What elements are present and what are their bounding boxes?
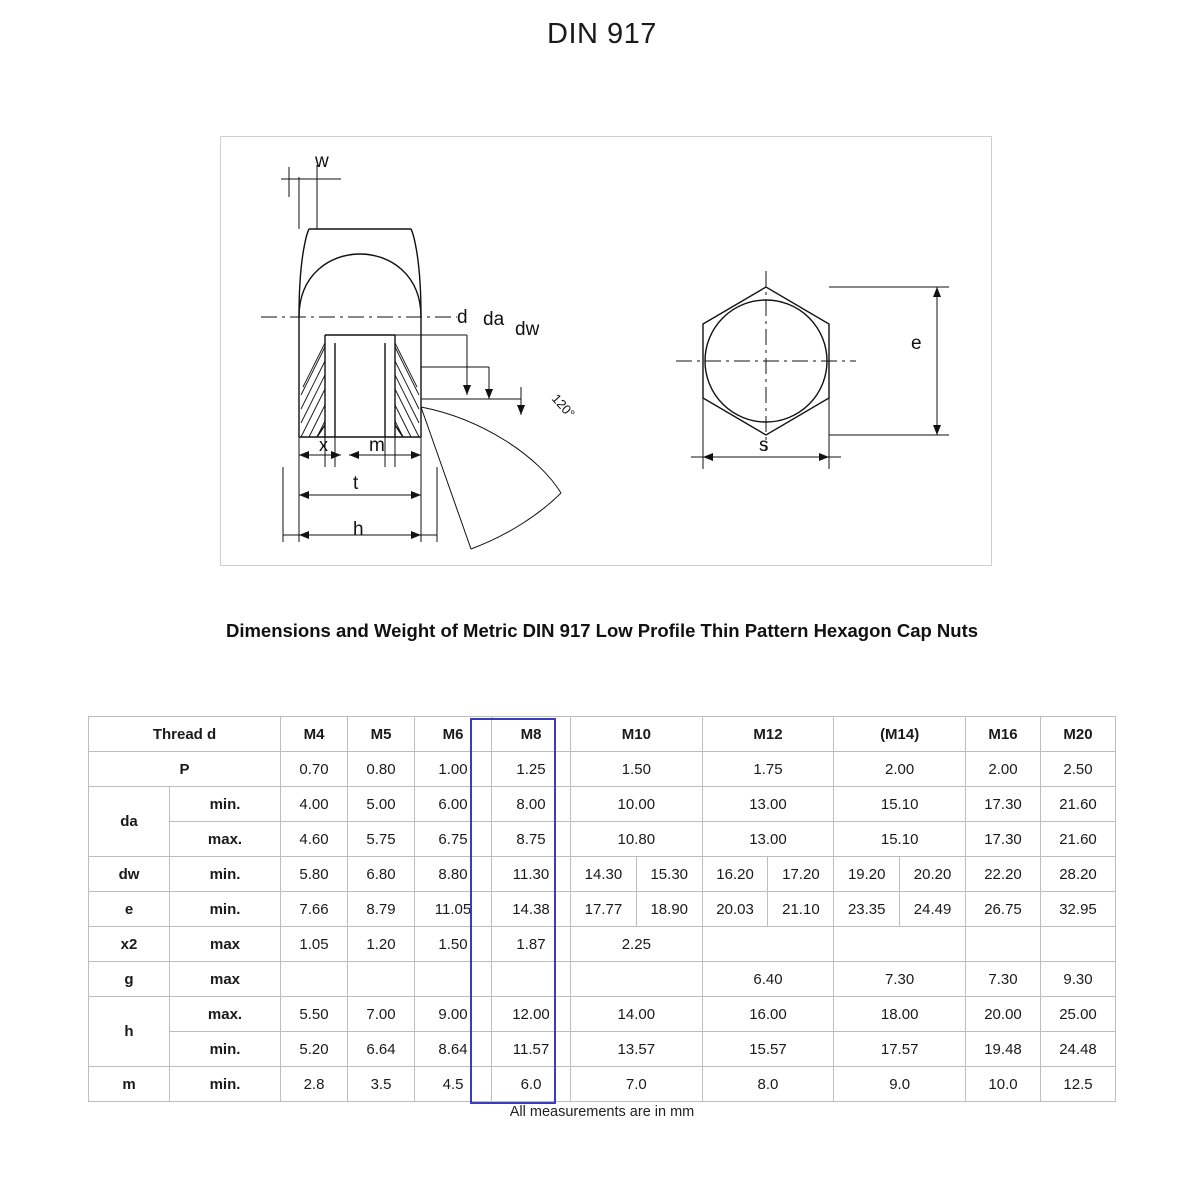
table-row [89, 997, 1116, 1032]
cell [834, 927, 966, 962]
cell: 21.60 [1041, 787, 1116, 822]
page-title: DIN 917 [547, 18, 657, 50]
cell: 1.20 [348, 927, 415, 962]
cell: 19.20 [834, 857, 900, 892]
cell: 13.00 [702, 787, 834, 822]
row-sub-min: min. [170, 787, 281, 822]
cell: 20.20 [900, 857, 966, 892]
table-row [89, 787, 1116, 822]
cell: 18.90 [636, 892, 702, 927]
cell [415, 962, 492, 997]
row-label-g: g [89, 962, 170, 997]
table-row [89, 1067, 1116, 1102]
cell: 19.48 [966, 1032, 1041, 1067]
cell: 0.80 [348, 752, 415, 787]
cell: 24.49 [900, 892, 966, 927]
cell: 12.5 [1041, 1067, 1116, 1102]
label-da: da [483, 309, 505, 330]
cell: 1.05 [281, 927, 348, 962]
cell: 17.20 [768, 857, 834, 892]
cell [966, 927, 1041, 962]
header-m10: M10 [571, 717, 703, 752]
cell: 1.50 [415, 927, 492, 962]
cell [702, 927, 834, 962]
cell: 1.00 [415, 752, 492, 787]
cell: 26.75 [966, 892, 1041, 927]
cell: 14.00 [571, 997, 703, 1032]
row-label-p: P [89, 752, 281, 787]
cell: 13.00 [702, 822, 834, 857]
label-t: t [353, 473, 359, 494]
table-row [89, 1032, 1116, 1067]
table-row [89, 857, 1116, 892]
cell: 10.80 [571, 822, 703, 857]
cell: 15.10 [834, 787, 966, 822]
header-m12: M12 [702, 717, 834, 752]
header-m16: M16 [966, 717, 1041, 752]
cell: 17.77 [571, 892, 637, 927]
cell: 20.03 [702, 892, 768, 927]
cell: 9.0 [834, 1067, 966, 1102]
cell: 2.00 [834, 752, 966, 787]
cell: 22.20 [966, 857, 1041, 892]
cell: 18.00 [834, 997, 966, 1032]
cell: 8.80 [415, 857, 492, 892]
table-row [89, 752, 1116, 787]
cell: 2.00 [966, 752, 1041, 787]
cell: 6.40 [702, 962, 834, 997]
cell: 16.00 [702, 997, 834, 1032]
cell: 8.00 [492, 787, 571, 822]
cell: 11.30 [492, 857, 571, 892]
table-row [89, 962, 1116, 997]
cell: 4.00 [281, 787, 348, 822]
cell: 4.60 [281, 822, 348, 857]
cell: 2.25 [571, 927, 703, 962]
header-thread-d: Thread d [89, 717, 281, 752]
cell: 32.95 [1041, 892, 1116, 927]
cell: 16.20 [702, 857, 768, 892]
table-header-row [89, 717, 1116, 752]
cell: 24.48 [1041, 1032, 1116, 1067]
cell: 11.57 [492, 1032, 571, 1067]
cell: 14.38 [492, 892, 571, 927]
cell: 9.30 [1041, 962, 1116, 997]
row-label-x2: x2 [89, 927, 170, 962]
label-dw: dw [515, 319, 540, 340]
din917-drawing [221, 137, 989, 563]
cell: 14.30 [571, 857, 637, 892]
cell: 17.30 [966, 787, 1041, 822]
row-sub-max: max [170, 962, 281, 997]
label-h: h [353, 519, 364, 540]
row-label-h: h [89, 997, 170, 1067]
cell: 10.0 [966, 1067, 1041, 1102]
header-m20: M20 [1041, 717, 1116, 752]
cell: 7.30 [834, 962, 966, 997]
cell: 8.79 [348, 892, 415, 927]
cell: 15.57 [702, 1032, 834, 1067]
cell: 6.64 [348, 1032, 415, 1067]
header-m6: M6 [415, 717, 492, 752]
cell: 7.30 [966, 962, 1041, 997]
row-label-m: m [89, 1067, 170, 1102]
cell [492, 962, 571, 997]
header-m8: M8 [492, 717, 571, 752]
row-label-da: da [89, 787, 170, 857]
cell: 8.64 [415, 1032, 492, 1067]
row-sub-min: min. [170, 1067, 281, 1102]
label-s: s [759, 435, 769, 456]
cell: 1.25 [492, 752, 571, 787]
cell: 21.10 [768, 892, 834, 927]
cell: 5.20 [281, 1032, 348, 1067]
cell: 2.50 [1041, 752, 1116, 787]
cell: 7.0 [571, 1067, 703, 1102]
cell: 15.10 [834, 822, 966, 857]
row-sub-min: min. [170, 1032, 281, 1067]
cell: 7.00 [348, 997, 415, 1032]
dimensions-table [88, 716, 1116, 1102]
label-d: d [457, 307, 468, 328]
cell: 20.00 [966, 997, 1041, 1032]
label-e: e [911, 333, 922, 354]
row-sub-max: max [170, 927, 281, 962]
header-m5: M5 [348, 717, 415, 752]
table-subtitle: Dimensions and Weight of Metric DIN 917 Low Profile Thin Pattern Hexagon Cap Nuts [225, 620, 979, 641]
cell: 8.0 [702, 1067, 834, 1102]
row-label-dw: dw [89, 857, 170, 892]
cell: 28.20 [1041, 857, 1116, 892]
cell: 5.80 [281, 857, 348, 892]
cell: 17.57 [834, 1032, 966, 1067]
cell: 9.00 [415, 997, 492, 1032]
label-m: m [369, 435, 385, 456]
cell: 5.75 [348, 822, 415, 857]
cell [348, 962, 415, 997]
cell: 0.70 [281, 752, 348, 787]
cell [571, 962, 703, 997]
cell: 4.5 [415, 1067, 492, 1102]
row-sub-min: min. [170, 857, 281, 892]
row-sub-max: max. [170, 997, 281, 1032]
row-label-e: e [89, 892, 170, 927]
cell: 8.75 [492, 822, 571, 857]
technical-drawing-figure [220, 136, 992, 566]
cell: 1.75 [702, 752, 834, 787]
label-x: x [319, 435, 328, 455]
cell [1041, 927, 1116, 962]
cell: 6.75 [415, 822, 492, 857]
cell: 13.57 [571, 1032, 703, 1067]
cell: 15.30 [636, 857, 702, 892]
cell: 12.00 [492, 997, 571, 1032]
cell: 7.66 [281, 892, 348, 927]
dimensions-table-wrap [88, 716, 1116, 1102]
header-m14: (M14) [834, 717, 966, 752]
cell [281, 962, 348, 997]
cell: 25.00 [1041, 997, 1116, 1032]
row-sub-max: max. [170, 822, 281, 857]
cell: 17.30 [966, 822, 1041, 857]
cell: 1.50 [571, 752, 703, 787]
cell: 3.5 [348, 1067, 415, 1102]
row-sub-min: min. [170, 892, 281, 927]
cell: 5.00 [348, 787, 415, 822]
label-angle: 120° [548, 390, 578, 421]
cell: 1.87 [492, 927, 571, 962]
measurement-note: All measurements are in mm [509, 1104, 695, 1120]
cell: 11.05 [415, 892, 492, 927]
cell: 10.00 [571, 787, 703, 822]
cell: 23.35 [834, 892, 900, 927]
cell: 21.60 [1041, 822, 1116, 857]
header-m4: M4 [281, 717, 348, 752]
cell: 6.80 [348, 857, 415, 892]
table-row [89, 927, 1116, 962]
label-w: w [315, 151, 329, 172]
cell: 6.00 [415, 787, 492, 822]
cell: 5.50 [281, 997, 348, 1032]
cell: 2.8 [281, 1067, 348, 1102]
table-row [89, 892, 1116, 927]
table-row [89, 822, 1116, 857]
cell: 6.0 [492, 1067, 571, 1102]
